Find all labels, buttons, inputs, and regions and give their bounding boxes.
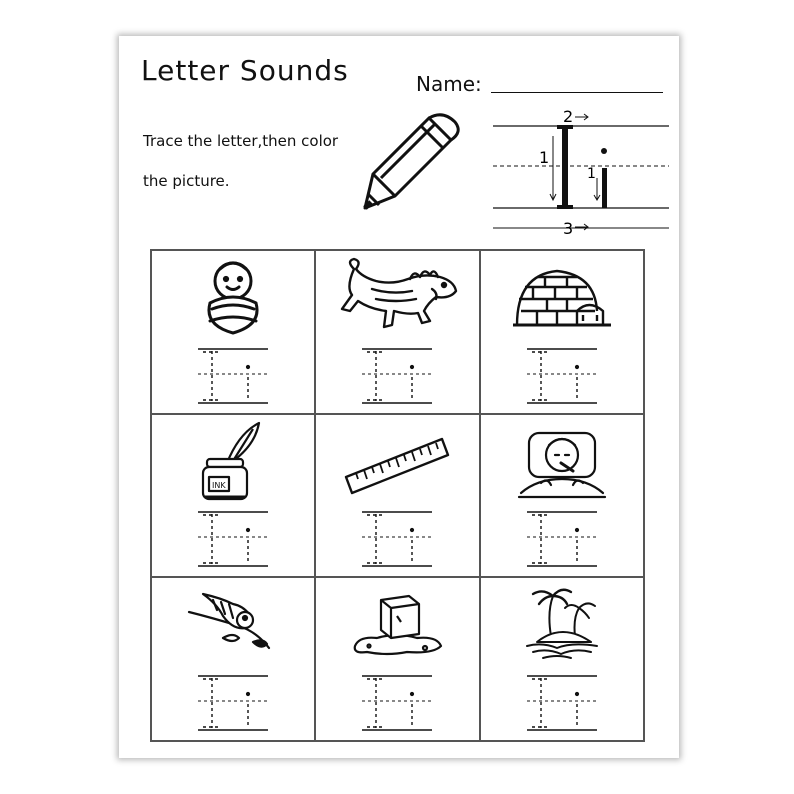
- ill-icon: [517, 419, 607, 503]
- picture-grid: [150, 249, 645, 742]
- island-icon: [517, 582, 607, 666]
- stroke-label-3: 3: [563, 219, 574, 238]
- letter-trace-lines: [362, 674, 432, 734]
- ink-label: INK: [212, 480, 226, 490]
- grid-cell: [315, 414, 479, 578]
- worksheet-title: Letter Sounds: [141, 54, 349, 87]
- ice-icon: [347, 582, 447, 666]
- name-label: Name:: [416, 72, 482, 96]
- ink-icon: [193, 419, 273, 503]
- grid-cell: [151, 250, 315, 414]
- letter-trace-lines: [362, 347, 432, 407]
- grid-cell: [315, 250, 479, 414]
- letter-trace-lines: [198, 510, 268, 570]
- instruction-line-2: the picture.: [143, 172, 230, 190]
- letter-trace-lines: [527, 347, 597, 407]
- name-line: [491, 92, 663, 93]
- letter-trace-lines: [527, 510, 597, 570]
- letter-trace-lines: [198, 674, 268, 734]
- igloo-icon: [507, 255, 617, 335]
- grid-cell: [480, 414, 644, 578]
- grid-cell: [151, 414, 315, 578]
- letter-trace-lines: [527, 674, 597, 734]
- pencil-icon: [359, 108, 469, 218]
- stroke-label-2: 2: [563, 108, 574, 126]
- letter-trace-lines: [198, 347, 268, 407]
- grid-cell: [315, 577, 479, 741]
- grid-cell: [480, 250, 644, 414]
- ruler-icon: [342, 419, 452, 503]
- letter-trace-lines: [362, 510, 432, 570]
- iguana-icon: [332, 255, 462, 341]
- instruction-line-1: Trace the letter,then color: [143, 132, 339, 150]
- stroke-label-small-1: 1: [587, 166, 596, 182]
- grid-cell: [480, 577, 644, 741]
- stroke-order-guide: [493, 108, 669, 248]
- grid-cell: [151, 577, 315, 741]
- stroke-label-1: 1: [539, 148, 550, 167]
- baby-icon: [188, 255, 278, 339]
- worksheet-page: [119, 36, 679, 758]
- insect-icon: [183, 582, 283, 666]
